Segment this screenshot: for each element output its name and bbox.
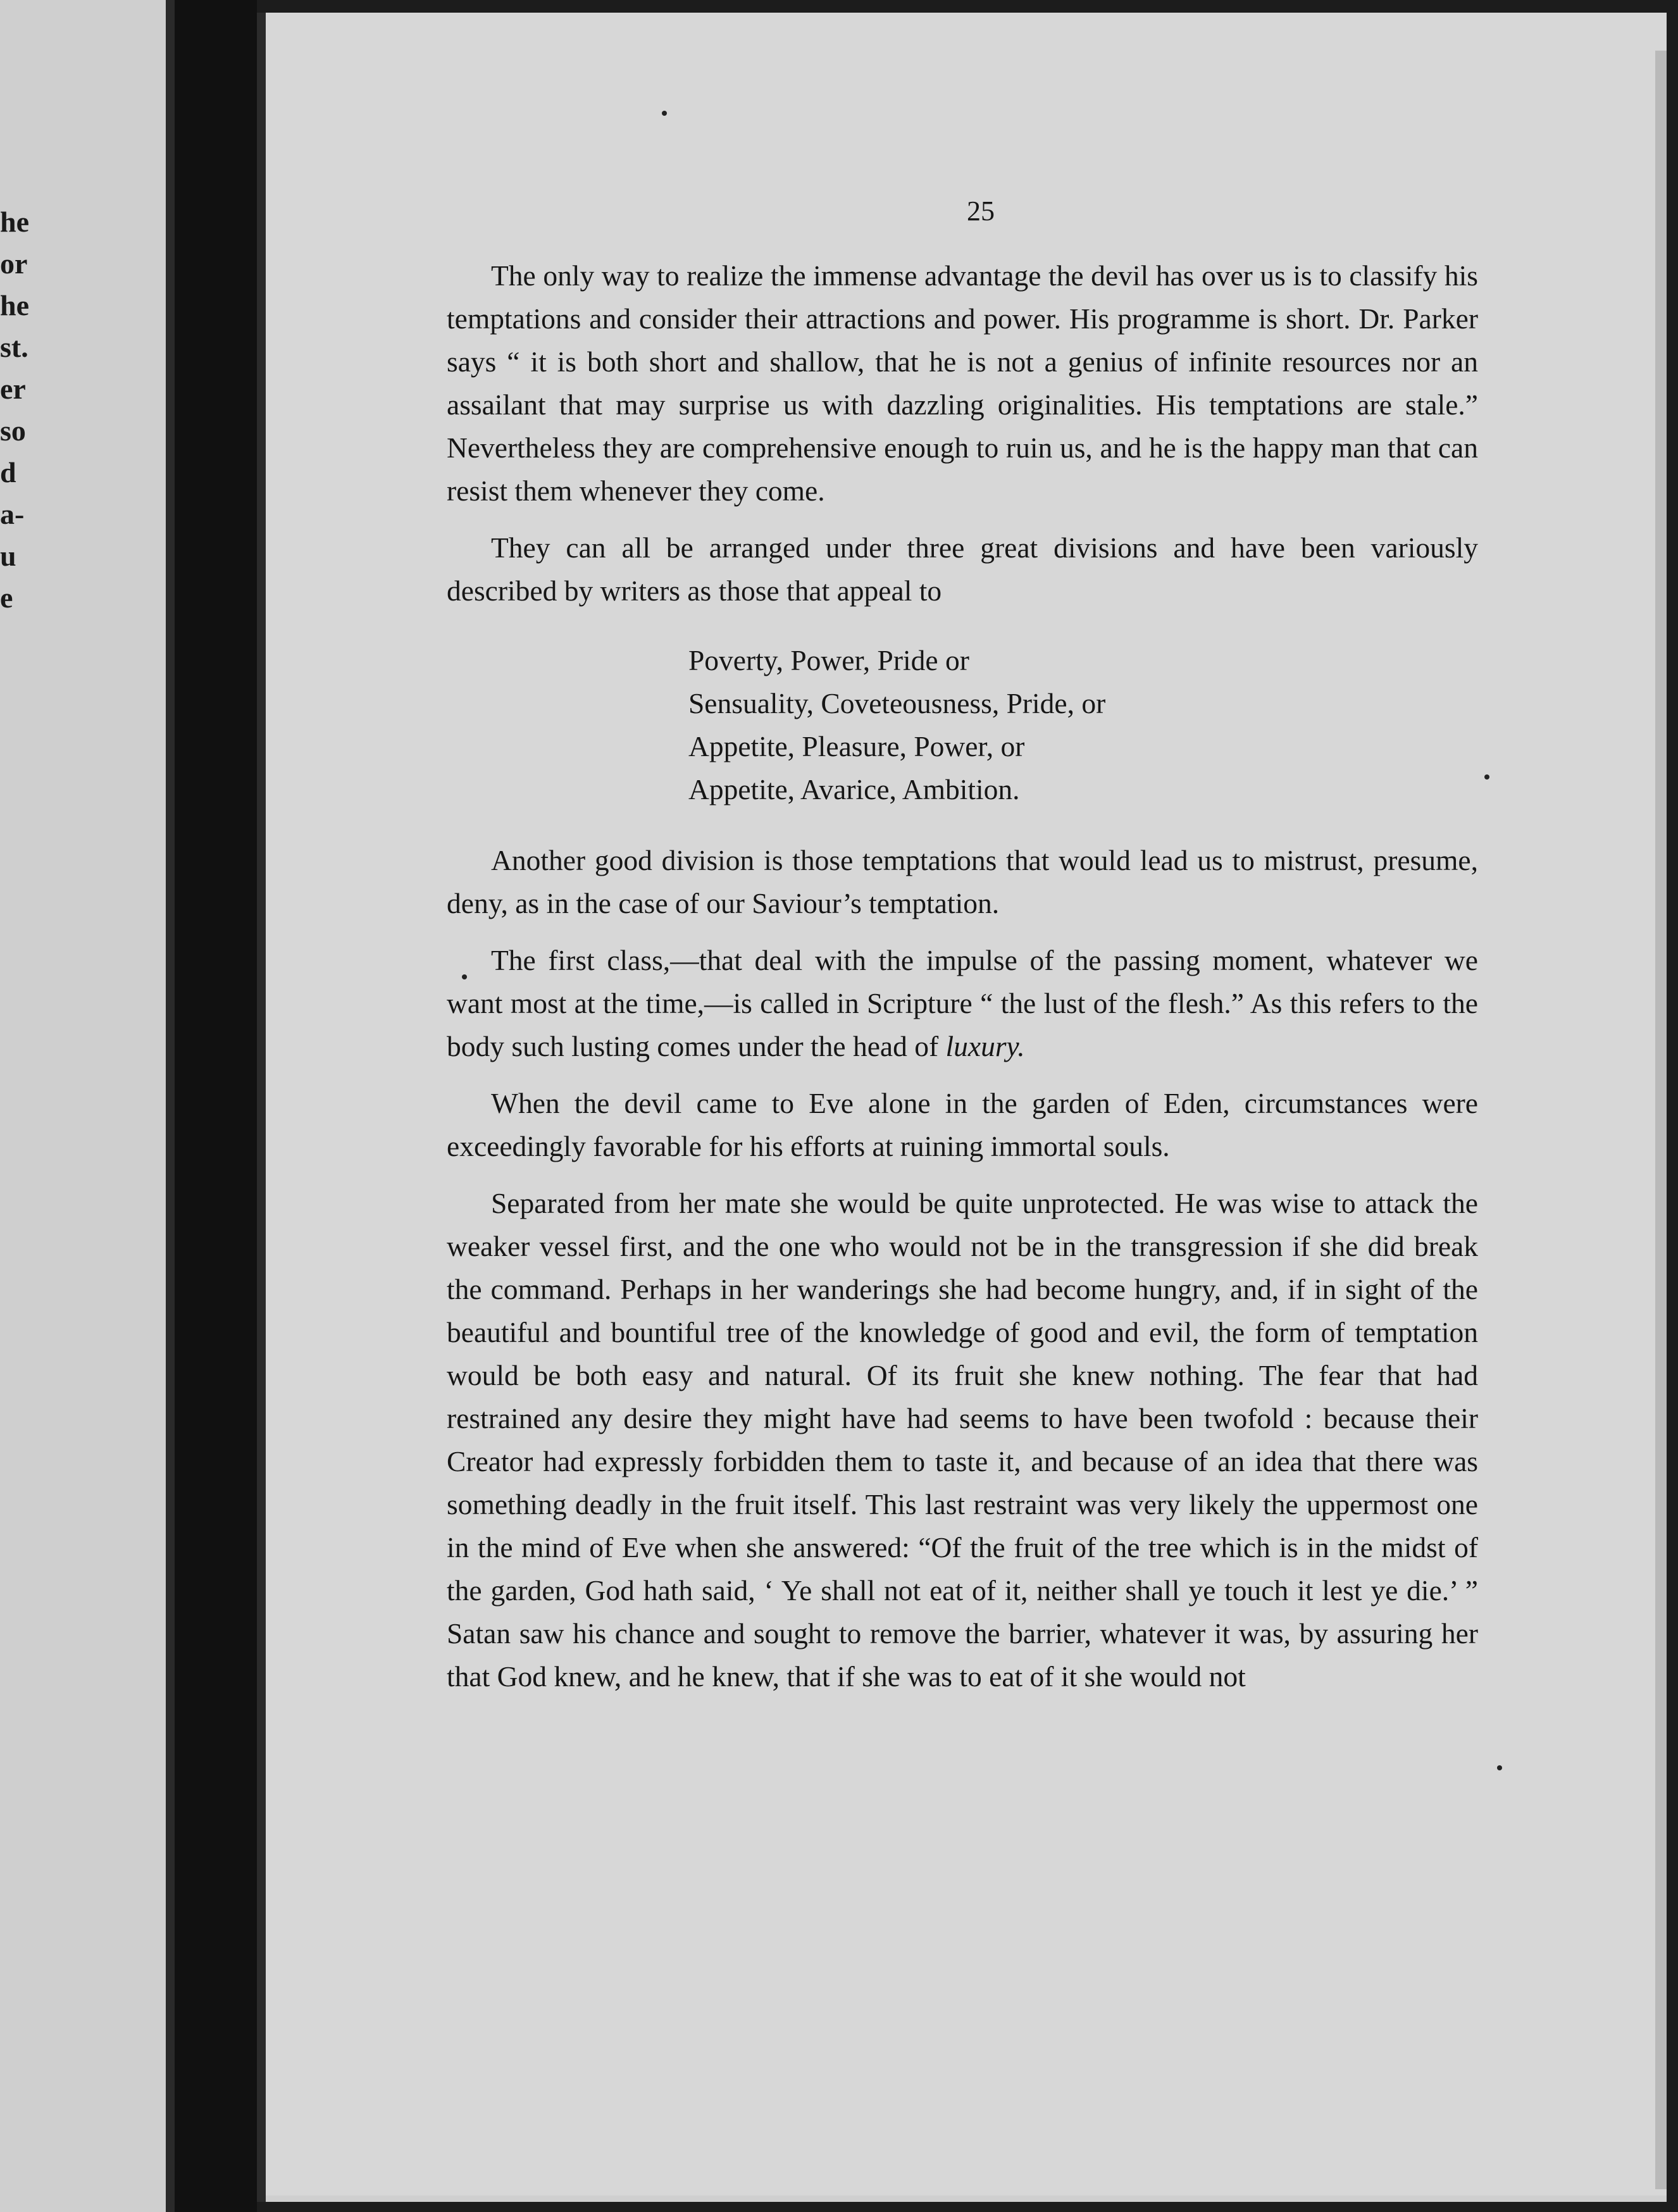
left-fragment: a- [0, 498, 25, 530]
left-fragment: u [0, 540, 16, 572]
left-fragment: d [0, 456, 16, 488]
paragraph: Separated from her mate she would be quite unprotected. He was wise to attack the weaker vessel first, and the one who would not be in the transgression if she did break the command. Perhaps in her wanderings she had become hungry, and, if in sight of the beautiful and bountiful tree of the knowledge of good and evil, the form of temptation would be both easy and natural. Of its fruit she knew nothing. The fear that had restrained any desire they might have had seems to have been twofold : because their Creator had expressly forbidden them to taste it, and because of an idea that there was something deadly in the fruit itself. This last restraint was very likely the uppermost one in the mind of Eve when she answered: “Of the fruit of the tree which is in the midst of the garden, God hath said, ‘ Ye shall not eat of it, neither shall ye touch it lest ye die.’ ” Satan saw his chance and sought to remove the barrier, whatever it was, by assuring her that God knew, and he knew, that if she was to eat of it she would not [447, 1187, 1478, 1693]
paragraph: The only way to realize the immense advantage the devil has over us is to classify his temptations and consider their attractions and power. His programme is short. Dr. Parker says “ it is both short and shallow, that he is not a genius of infinite resources nor an assailant that may surprise us with dazzling originalities. His temptations are stale.” Nevertheless they are comprehensive enough to ruin us, and he is the happy man that can resist them whenever they come. [447, 259, 1478, 507]
left-fragment: er [0, 373, 26, 405]
paragraph [447, 939, 1478, 1068]
left-page-border [166, 0, 175, 2212]
divisions-list [688, 639, 1478, 811]
speck [1484, 774, 1489, 780]
speck [1497, 1765, 1502, 1770]
speck [662, 111, 667, 116]
left-fragment: he [0, 289, 29, 321]
list-item: Appetite, Pleasure, Power, or [688, 730, 1025, 762]
left-fragment: or [0, 247, 28, 280]
list-item: Appetite, Avarice, Ambition. [688, 773, 1020, 805]
list-item: Sensuality, Coveteousness, Pride, or [688, 687, 1106, 719]
paragraph: When the devil came to Eve alone in the garden of Eden, circumstances were exceedingly favorable for his efforts at ruining immortal souls. [447, 1087, 1478, 1162]
left-page-fragments [0, 201, 29, 619]
list-item: Poverty, Power, Pride or [688, 644, 969, 676]
left-fragment: he [0, 206, 29, 238]
paragraph: They can all be arranged under three great divisions and have been variously described by writers as those that appeal to [447, 531, 1478, 607]
book-gutter [175, 0, 257, 2212]
luxury-word: luxury. [945, 1030, 1025, 1062]
page-body [447, 254, 1478, 1712]
left-fragment: so [0, 414, 26, 447]
paragraph-text: The first class,—that deal with the impulse of the passing moment, whatever we want most at the time,—is called in Scripture “ the lust of the flesh.” As this refers to the body such lusting comes under the head of [447, 944, 1478, 1062]
page-number: 25 [967, 196, 995, 227]
left-fragment: e [0, 581, 13, 614]
speck [462, 974, 467, 979]
left-fragment: st. [0, 331, 28, 363]
left-page [0, 0, 171, 2212]
paragraph: Another good division is those temptations that would lead us to mistrust, presume, deny, as in the case of our Saviour’s temptation. [447, 844, 1478, 919]
right-page [257, 13, 1667, 2202]
page-edge [1655, 51, 1667, 2189]
